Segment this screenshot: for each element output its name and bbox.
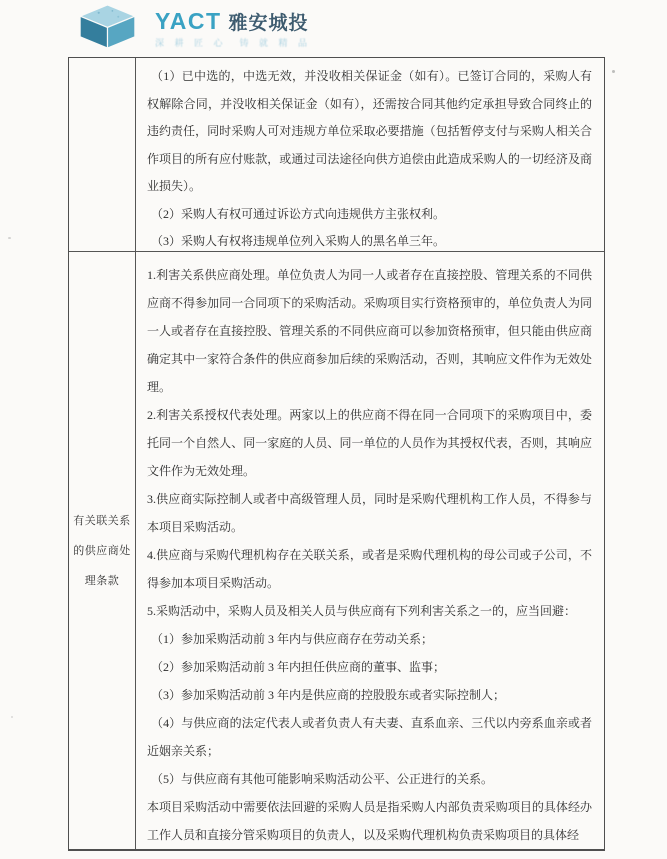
clause-table <box>68 57 605 851</box>
scan-speck <box>8 237 11 239</box>
clause-paragraph: 本项目采购活动中需要依法回避的采购人员是指采购人内部负责采购项目的具体经办工作人员和直接分管采购项目的负责人，以及采购代理机构负责采购项目的具体经 <box>147 800 592 842</box>
letterhead <box>79 4 311 49</box>
brand-acronym: YACT <box>155 8 222 34</box>
clause-subitem: （5）与供应商有其他可能影响采购活动公平、公正进行的关系。 <box>151 772 494 786</box>
clause-paragraph: 5.采购活动中，采购人员及相关人员与供应商有下列利害关系之一的，应当回避： <box>147 604 577 618</box>
cube-logo-icon <box>79 4 136 49</box>
clause-paragraph: 1.利害关系供应商处理。单位负责人为同一人或者存在直接控股、管理关系的不同供应商不得参加同一合同项下的采购活动。采购项目实行资格预审的，单位负责人为同一人或者存在直接控股、管理关系的不同供应商可以参加资格预审，但只能由供应商确定其中一家符合条件的供应商参加后续的采购活动，否则，其响应文件作为无效处理。 <box>147 268 592 394</box>
brand-name: 雅安城投 <box>228 13 309 34</box>
clause-paragraph: 3.供应商实际控制人或者中高级管理人员，同时是采购代理机构工作人员，不得参与本项目采购活动。 <box>147 492 592 534</box>
table-row2-label-cell <box>69 251 135 849</box>
clause-paragraph: （3）采购人有权将违规单位列入采购人的黑名单三年。 <box>151 234 446 248</box>
scan-speck <box>612 70 615 73</box>
scan-speck <box>11 716 13 718</box>
logo-text-block <box>155 4 311 49</box>
clause-subitem: （1）参加采购活动前 3 年内与供应商存在劳动关系； <box>151 632 434 646</box>
clause-subitem: （3）参加采购活动前 3 年内是供应商的控股股东或者实际控制人； <box>151 688 506 702</box>
clause-subitem: （2）参加采购活动前 3 年内担任供应商的董事、监事； <box>151 660 446 674</box>
table-row2-body-cell <box>135 251 604 849</box>
clause-paragraph: （2）采购人有权可通过诉讼方式向违规供方主张权利。 <box>151 206 446 221</box>
clause-paragraph: 2.利害关系授权代表处理。两家以上的供应商不得在同一合同项下的采购项目中，委托同一个自然人、同一家庭的人员、同一单位的人员作为其授权代表，否则，其响应文件作为无效处理。 <box>147 408 592 478</box>
row-label: 有关联关系的供应商处理条款 <box>73 514 131 587</box>
clause-paragraph: （1）已中选的，中选无效，并没收相关保证金（如有）。已签订合同的，采购人有权解除合同，并没收相关保证金（如有），还需按合同其他约定承担导致合同终止的违约责任，同时采购人可对违规方单位采取必要措施（包括暂停支付与采购人相关合作项目的所有应付账款，或通过司法途径向供方追偿由此造成采购人的一切经济及商业损失）。 <box>147 69 592 193</box>
clause-subitem: （4）与供应商的法定代表人或者负责人有夫妻、直系血亲、三代以内旁系血亲或者近姻亲关系； <box>147 716 592 758</box>
brand-tagline: 深 耕 匠 心 铸 就 精 品 <box>155 38 312 48</box>
clause-paragraph: 4.供应商与采购代理机构存在关联关系，或者是采购代理机构的母公司或子公司，不得参加本项目采购活动。 <box>147 548 592 590</box>
table-row1-body-cell <box>135 58 604 251</box>
table-row1-label-cell <box>69 58 135 251</box>
